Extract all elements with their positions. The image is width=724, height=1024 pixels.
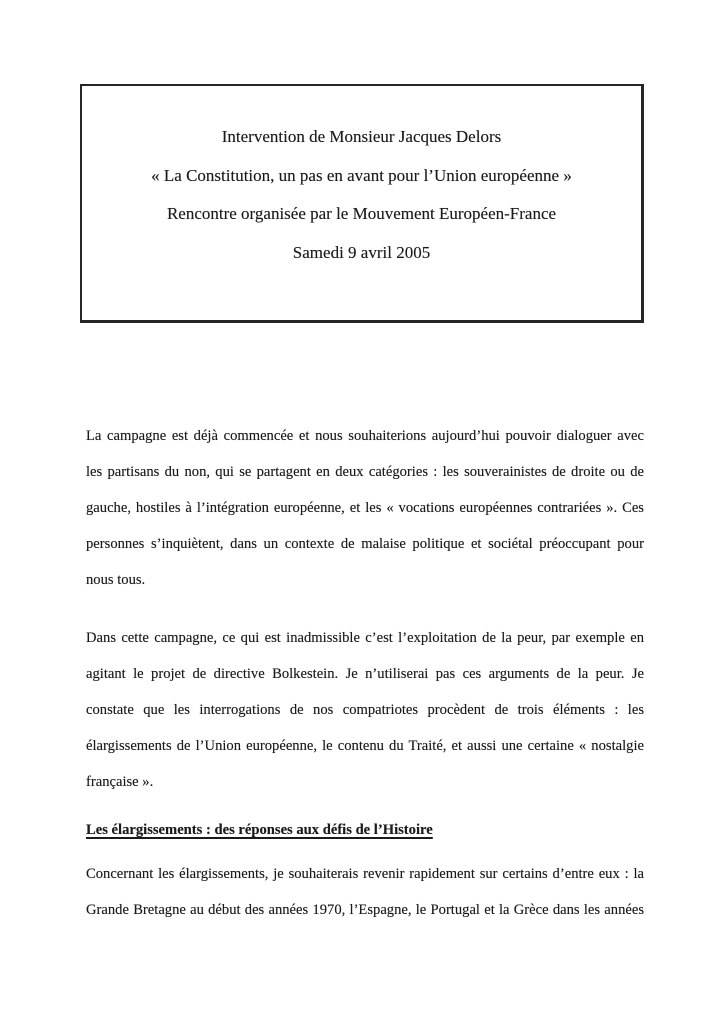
text-line: les partisans du non, qui se partagent en deux catégories : les souverainistes de droite ou de [86,464,644,480]
text-line: Dans cette campagne, ce qui est inadmissible c’est l’exploitation de la peur, par exemple en [86,630,644,646]
text-line: agitant le projet de directive Bolkestein. Je n’utiliserai pas ces arguments de la peur. Je [86,666,644,682]
text-line: gauche, hostiles à l’intégration européenne, et les « vocations européennes contrariées ». Ces [86,500,644,516]
title-box [80,84,644,323]
title-line-speaker: Intervention de Monsieur Jacques Delors [221,127,502,146]
title-line-date: Samedi 9 avril 2005 [292,243,431,263]
text-line: française ». [86,774,154,790]
text-line: constate que les interrogations de nos compatriotes procèdent de trois éléments : les [86,702,644,718]
paragraph-exploitation-peur [86,620,644,800]
text-line: Concernant les élargissements, je souhaiterais revenir rapidement sur certains d’entre eux : la [86,866,644,882]
section-heading-text: Les élargissements : des réponses aux défis de l’Histoire [86,822,433,838]
section-heading-elargissements [86,812,644,848]
title-line-subject: « La Constitution, un pas en avant pour l’Union européenne » [151,165,572,185]
text-line: nous tous. [86,572,146,588]
paragraph-elargissements [86,856,644,928]
text-line: La campagne est déjà commencée et nous souhaiterions aujourd’hui pouvoir dialoguer avec [86,428,644,444]
text-line: Grande Bretagne au début des années 1970, l’Espagne, le Portugal et la Grèce dans les années [86,902,644,918]
paragraph-campagne [86,418,644,598]
text-line: personnes s’inquiètent, dans un contexte de malaise politique et sociétal préoccupant pour [86,536,644,552]
text-line: élargissements de l’Union européenne, le contenu du Traité, et aussi une certaine « nostalgie [86,738,644,754]
title-line-event: Rencontre organisée par le Mouvement Européen-France [166,204,557,224]
